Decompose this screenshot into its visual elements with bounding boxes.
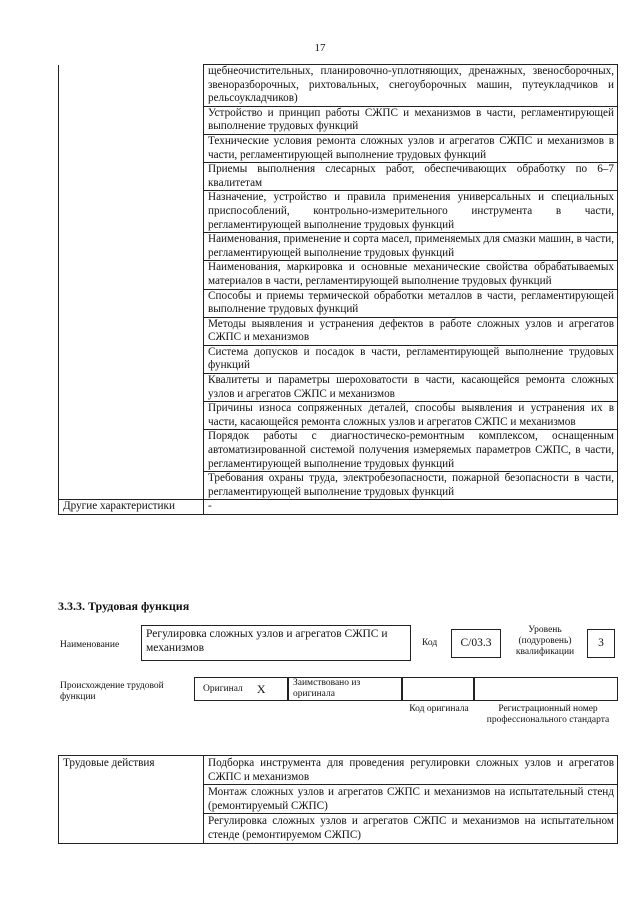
knowledge-label-cell xyxy=(59,233,204,261)
knowledge-item: Наименования, применение и сорта масел, применяемых для смазки машин, в части, регламентирующей выполнение трудовых функций xyxy=(204,233,618,261)
actions-table xyxy=(58,755,618,844)
actions-label-cell xyxy=(59,785,204,814)
page-number: 17 xyxy=(314,42,326,54)
level-label: Уровень (подуровень) квалификации xyxy=(515,625,575,657)
knowledge-label-cell xyxy=(59,430,204,472)
knowledge-item: Устройство и принцип работы СЖПС и механизмов в части, регламентирующей выполнение трудовых функций xyxy=(204,106,618,134)
function-name-value: Регулировка сложных узлов и агрегатов СЖПС и механизмов xyxy=(141,625,411,661)
knowledge-item: Порядок работы с диагностическо-ремонтным комплексом, оснащенным автоматизированной системой получения измеряемых параметров СЖПС, в части, регламентирующей выполнение трудовых функций xyxy=(204,430,618,472)
origin-row xyxy=(194,677,618,701)
knowledge-label-cell xyxy=(59,261,204,289)
action-item: Регулировка сложных узлов и агрегатов СЖПС и механизмов на испытательном стенде (ремонтируемом СЖПС) xyxy=(204,814,618,843)
knowledge-item: Наименования, маркировка и основные механические свойства обрабатываемых материалов в части, регламентирующей выполнение трудовых функций xyxy=(204,261,618,289)
knowledge-label-cell xyxy=(59,374,204,402)
knowledge-label-cell xyxy=(59,472,204,500)
knowledge-item: Технические условия ремонта сложных узлов и агрегатов СЖПС и механизмов в части, регламентирующей выполнение трудовых функций xyxy=(204,134,618,162)
knowledge-label-cell xyxy=(59,317,204,345)
knowledge-item: Методы выявления и устранения дефектов в работе сложных узлов и агрегатов СЖПС и механизмов xyxy=(204,317,618,345)
other-characteristics-label: Другие характеристики xyxy=(59,500,204,515)
section-title: 3.3.3. Трудовая функция xyxy=(58,599,190,613)
name-label: Наименование xyxy=(60,640,120,650)
original-cell xyxy=(194,677,288,701)
knowledge-label-cell xyxy=(59,163,204,191)
level-value: 3 xyxy=(587,629,615,658)
borrowed-cell: Заимствовано из оригинала xyxy=(288,677,402,701)
action-item: Монтаж сложных узлов и агрегатов СЖПС и механизмов на испытательный стенд (ремонтируемый СЖПС) xyxy=(204,785,618,814)
knowledge-label-cell xyxy=(59,289,204,317)
knowledge-table xyxy=(58,64,618,515)
code-label: Код xyxy=(422,638,438,648)
knowledge-label-cell xyxy=(59,345,204,373)
knowledge-item: Способы и приемы термической обработки металлов в части, регламентирующей выполнение трудовых функций xyxy=(204,289,618,317)
knowledge-item: Квалитеты и параметры шероховатости в части, касающейся ремонта сложных узлов и агрегатов СЖПС и механизмов xyxy=(204,374,618,402)
knowledge-label-cell xyxy=(59,402,204,430)
actions-label-cell xyxy=(59,814,204,843)
knowledge-label-cell xyxy=(59,191,204,233)
original-label: Оригинал xyxy=(203,684,243,694)
knowledge-label-cell xyxy=(59,134,204,162)
code-value: С/03.3 xyxy=(451,629,501,658)
knowledge-label-cell xyxy=(59,65,204,107)
knowledge-item: Система допусков и посадок в части, регламентирующей выполнение трудовых функций xyxy=(204,345,618,373)
reg-number-caption: Регистрационный номер профессионального стандарта xyxy=(486,704,610,725)
knowledge-item: Причины износа сопряженных деталей, способы выявления и устранения их в части, касающейся ремонта сложных узлов и агрегатов СЖПС и механизмов xyxy=(204,402,618,430)
knowledge-item: Назначение, устройство и правила применения универсальных и специальных приспособлений, контрольно-измерительного инструмента в части, регламентирующей выполнение трудовых функций xyxy=(204,191,618,233)
origin-label: Происхождение трудовой функции xyxy=(60,681,164,702)
origin-code-caption: Код оригинала xyxy=(409,704,469,714)
knowledge-item: щебнеочистительных, планировочно-уплотняющих, дренажных, звеносборочных, звеноразборочных, рихтовальных, снегоуборочных машин, путеукладчиков и рельсоукладчиков) xyxy=(204,65,618,107)
original-mark: X xyxy=(256,681,266,696)
actions-label: Трудовые действия xyxy=(59,756,204,785)
action-item: Подборка инструмента для проведения регулировки сложных узлов и агрегатов СЖПС и механизмов xyxy=(204,756,618,785)
knowledge-label-cell xyxy=(59,106,204,134)
knowledge-item: Требования охраны труда, электробезопасности, пожарной безопасности в части, регламентирующей выполнение трудовых функций xyxy=(204,472,618,500)
other-characteristics-value: - xyxy=(204,500,618,515)
reg-number-cell xyxy=(474,677,618,701)
origin-code-cell xyxy=(402,677,474,701)
knowledge-item: Приемы выполнения слесарных работ, обеспечивающих обработку по 6–7 квалитетам xyxy=(204,163,618,191)
